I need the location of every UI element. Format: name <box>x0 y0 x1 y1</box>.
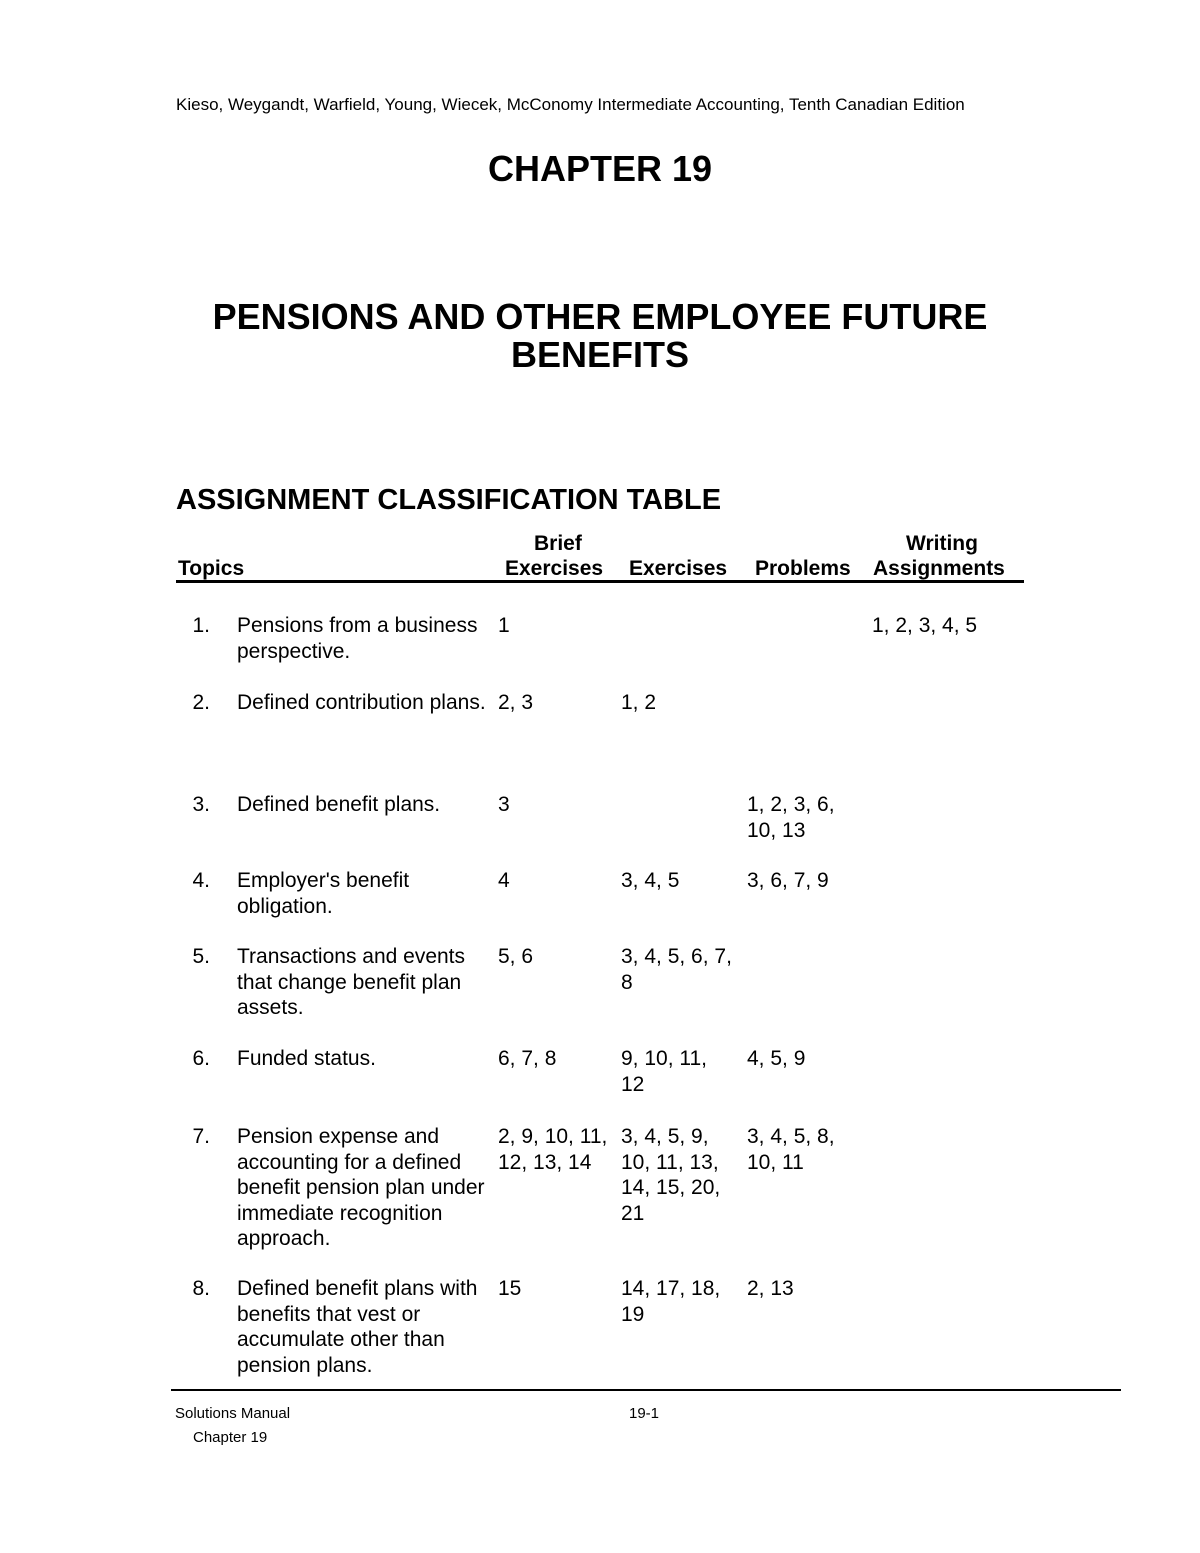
column-header-brief-line1: Brief <box>534 532 582 555</box>
footer-chapter: Chapter 19 <box>193 1429 268 1446</box>
column-header-brief-line2: Exercises <box>505 557 604 580</box>
row-8-problems: 2, 13 <box>747 1277 794 1300</box>
header-rule <box>176 580 1024 583</box>
row-5-exercises: 3, 4, 5, 6, 7, 8 <box>621 945 732 994</box>
row-7-number: 7. <box>192 1125 210 1148</box>
row-7-problems: 3, 4, 5, 8, 10, 11 <box>747 1125 835 1174</box>
row-8-number: 8. <box>192 1277 210 1300</box>
row-5-number: 5. <box>192 945 210 968</box>
column-header-writing-line2: Assignments <box>873 557 1005 580</box>
chapter-title: CHAPTER 19 <box>487 148 713 189</box>
row-8-exercises: 14, 17, 18, 19 <box>621 1277 721 1326</box>
row-2-number: 2. <box>192 691 210 714</box>
column-header-problems: Problems <box>755 557 851 580</box>
main-title: PENSIONS AND OTHER EMPLOYEE FUTURE BENEFITS <box>212 296 988 375</box>
column-header-writing-line1: Writing <box>906 532 978 555</box>
row-3-problems: 1, 2, 3, 6, 10, 13 <box>747 793 835 842</box>
row-1-number: 1. <box>192 614 210 637</box>
row-5-brief-exercises: 5, 6 <box>498 945 534 968</box>
row-4-topic: Employer's benefit obligation. <box>237 869 410 918</box>
row-6-problems: 4, 5, 9 <box>747 1047 806 1070</box>
row-2-brief-exercises: 2, 3 <box>498 691 534 714</box>
section-title: ASSIGNMENT CLASSIFICATION TABLE <box>176 484 722 516</box>
row-1-topic: Pensions from a business perspective. <box>237 614 478 663</box>
row-3-topic: Defined benefit plans. <box>237 793 441 816</box>
row-7-exercises: 3, 4, 5, 9, 10, 11, 13, 14, 15, 20, 21 <box>621 1125 721 1225</box>
row-5-topic: Transactions and events that change benefit plan assets. <box>237 945 466 1019</box>
row-1-brief-exercises: 1 <box>498 614 510 637</box>
footer-page-number: 19-1 <box>629 1405 660 1422</box>
column-header-exercises: Exercises <box>629 557 728 580</box>
row-7-topic: Pension expense and accounting for a defined benefit pension plan under immediate recognition approach. <box>237 1125 485 1250</box>
header-authors-line: Kieso, Weygandt, Warfield, Young, Wiecek, McConomy Intermediate Accounting, Tenth Canadian Edition <box>176 95 965 114</box>
row-1-writing: 1, 2, 3, 4, 5 <box>872 614 978 637</box>
column-header-topics: Topics <box>178 557 245 580</box>
row-6-brief-exercises: 6, 7, 8 <box>498 1047 557 1070</box>
footer-rule <box>171 1389 1121 1391</box>
row-4-problems: 3, 6, 7, 9 <box>747 869 829 892</box>
row-8-topic: Defined benefit plans with benefits that vest or accumulate other than pension plans. <box>237 1277 478 1377</box>
row-6-number: 6. <box>192 1047 210 1070</box>
row-7-brief-exercises: 2, 9, 10, 11, 12, 13, 14 <box>498 1125 608 1174</box>
row-4-number: 4. <box>192 869 210 892</box>
row-2-topic: Defined contribution plans. <box>237 691 486 714</box>
row-2-exercises: 1, 2 <box>621 691 657 714</box>
row-3-brief-exercises: 3 <box>498 793 510 816</box>
row-4-brief-exercises: 4 <box>498 869 510 892</box>
row-3-number: 3. <box>192 793 210 816</box>
footer-solutions-manual: Solutions Manual <box>175 1405 291 1422</box>
row-6-topic: Funded status. <box>237 1047 376 1070</box>
row-6-exercises: 9, 10, 11, 12 <box>621 1047 708 1096</box>
row-4-exercises: 3, 4, 5 <box>621 869 680 892</box>
row-8-brief-exercises: 15 <box>498 1277 522 1300</box>
